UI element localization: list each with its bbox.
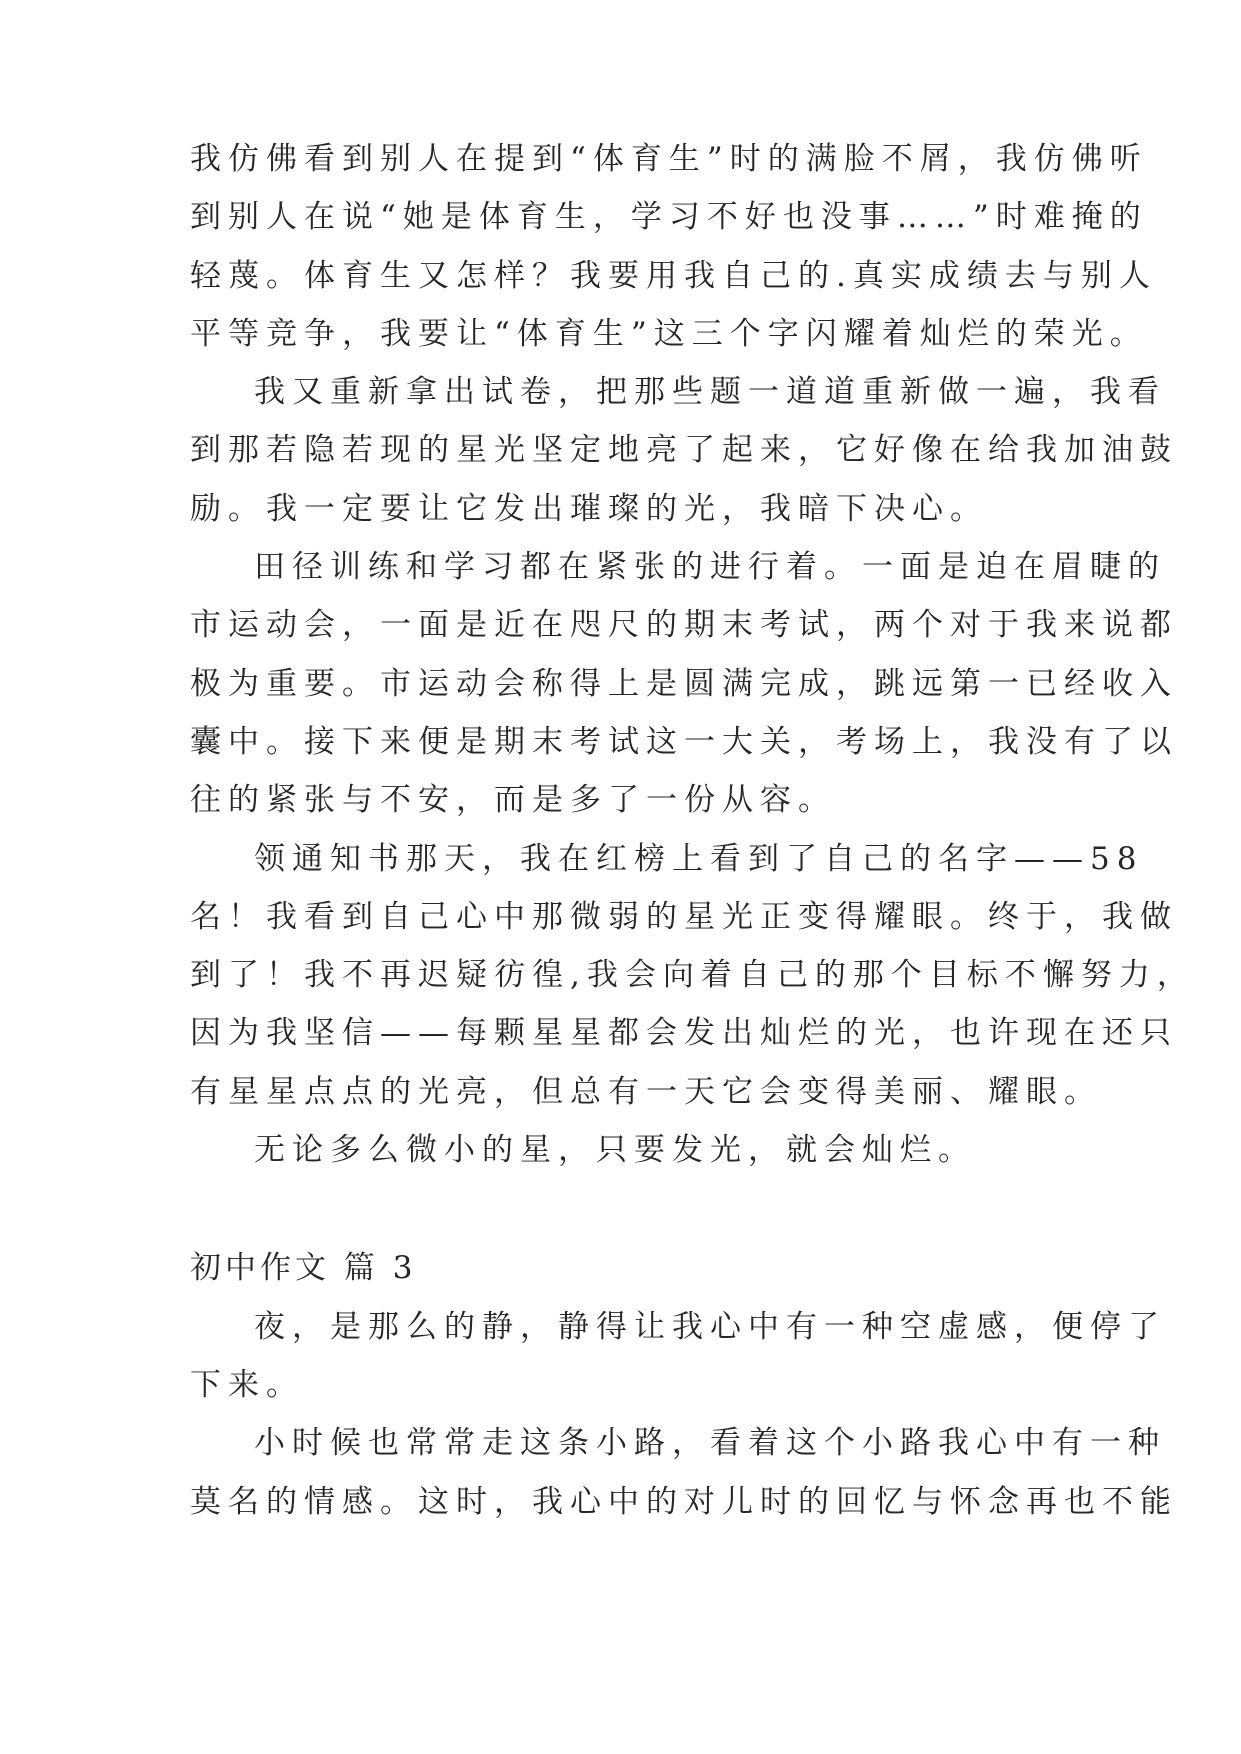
text-line: 无论多么微小的星，只要发光，就会灿烂。 xyxy=(254,1132,976,1169)
text-line: 我又重新拿出试卷，把那些题一道道重新做一遍，我看 xyxy=(254,374,1166,411)
text-line: 到别人在说“她是体育生，学习不好也没事……”时难掩的 xyxy=(190,199,1148,236)
text-line: 极为重要。市运动会称得上是圆满完成，跳远第一已经收入 xyxy=(190,665,1178,702)
text-line: 我仿佛看到别人在提到“体育生”时的满脸不屑，我仿佛听 xyxy=(190,141,1148,177)
text-line: 囊中。接下来便是期末考试这一大关，考场上，我没有了以 xyxy=(190,723,1178,760)
text-line: 平等竞争，我要让“体育生”这三个字闪耀着灿烂的荣光。 xyxy=(190,315,1148,352)
document-page xyxy=(190,130,1195,1531)
paragraph xyxy=(190,1298,1166,1415)
section-heading: 初中作文 篇 3 xyxy=(190,1250,417,1287)
text-line: 市运动会，一面是近在咫尺的期末考试，两个对于我来说都 xyxy=(190,607,1178,644)
text-line: 小时候也常常走这条小路，看着这个小路我心中有一种 xyxy=(254,1425,1166,1462)
text-line: 有星星点点的光亮，但总有一天它会变得美丽、耀眼。 xyxy=(190,1073,1102,1110)
text-line: 田径训练和学习都在紧张的进行着。一面是迫在眉睫的 xyxy=(254,549,1166,586)
text-line: 领通知书那天，我在红榜上看到了自己的名字——58 xyxy=(254,840,1144,877)
text-line: 下来。 xyxy=(190,1366,304,1403)
text-line: 名！我看到自己心中那微弱的星光正变得耀眼。终于，我做 xyxy=(190,898,1178,935)
text-line: 励。我一定要让它发出璀璨的光，我暗下决心。 xyxy=(190,490,988,527)
section-body xyxy=(190,1298,1178,1531)
paragraph xyxy=(190,1121,1070,1179)
paragraph xyxy=(190,538,1178,829)
text-line: 因为我坚信——每颗星星都会发出灿烂的光，也许现在还只 xyxy=(190,1015,1178,1052)
essay-body xyxy=(190,130,1195,1179)
text-line: 往的紧张与不安，而是多了一份从容。 xyxy=(190,782,836,819)
text-line: 莫名的情感。这时，我心中的对儿时的回忆与怀念再也不能 xyxy=(190,1483,1178,1520)
text-line: 到了！我不再迟疑彷徨,我会向着自己的那个目标不懈努力， xyxy=(190,957,1195,994)
text-line: 夜，是那么的静，静得让我心中有一种空虚感，便停了 xyxy=(254,1308,1166,1345)
paragraph xyxy=(190,1414,1178,1531)
paragraph xyxy=(190,130,1157,363)
text-line: 到那若隐若现的星光坚定地亮了起来，它好像在给我加油鼓 xyxy=(190,432,1178,469)
paragraph xyxy=(190,830,1195,1121)
paragraph xyxy=(190,363,1178,538)
text-line: 轻蔑。体育生又怎样？我要用我自己的.真实成绩去与别人 xyxy=(190,257,1157,294)
